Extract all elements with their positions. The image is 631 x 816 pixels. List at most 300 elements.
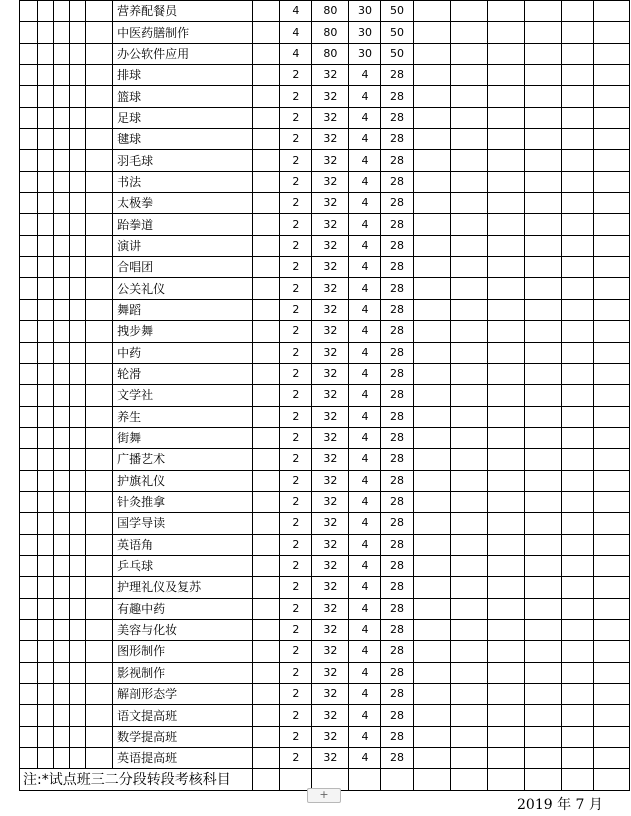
- course-name-cell[interactable]: 影视制作: [113, 662, 253, 683]
- total-hours-cell[interactable]: 32: [312, 342, 349, 363]
- empty-cell[interactable]: [253, 619, 280, 640]
- theory-hours-cell[interactable]: 4: [349, 342, 381, 363]
- empty-cell[interactable]: [54, 641, 70, 662]
- empty-cell[interactable]: [413, 65, 450, 86]
- empty-cell[interactable]: [487, 406, 524, 427]
- course-name-cell[interactable]: 跆拳道: [113, 214, 253, 235]
- empty-cell[interactable]: [524, 321, 561, 342]
- empty-cell[interactable]: [70, 363, 86, 384]
- practice-hours-cell[interactable]: 28: [381, 705, 413, 726]
- empty-cell[interactable]: [86, 406, 113, 427]
- empty-cell[interactable]: [487, 22, 524, 43]
- empty-cell[interactable]: [413, 684, 450, 705]
- empty-cell[interactable]: [86, 534, 113, 555]
- empty-cell[interactable]: [593, 107, 629, 128]
- empty-cell[interactable]: [450, 278, 487, 299]
- total-hours-cell[interactable]: 32: [312, 363, 349, 384]
- empty-cell[interactable]: [450, 65, 487, 86]
- course-name-cell[interactable]: 排球: [113, 65, 253, 86]
- practice-hours-cell[interactable]: 28: [381, 726, 413, 747]
- credits-cell[interactable]: 2: [280, 65, 312, 86]
- empty-cell[interactable]: [450, 129, 487, 150]
- empty-cell[interactable]: [54, 299, 70, 320]
- empty-cell[interactable]: [487, 129, 524, 150]
- credits-cell[interactable]: 2: [280, 406, 312, 427]
- empty-cell[interactable]: [86, 107, 113, 128]
- course-name-cell[interactable]: 轮滑: [113, 363, 253, 384]
- empty-cell[interactable]: [593, 257, 629, 278]
- empty-cell[interactable]: [253, 22, 280, 43]
- theory-hours-cell[interactable]: 4: [349, 65, 381, 86]
- empty-cell[interactable]: [20, 598, 38, 619]
- course-name-cell[interactable]: 图形制作: [113, 641, 253, 662]
- empty-cell[interactable]: [38, 1, 54, 22]
- empty-cell[interactable]: [86, 619, 113, 640]
- theory-hours-cell[interactable]: 4: [349, 748, 381, 769]
- empty-cell[interactable]: [253, 65, 280, 86]
- empty-cell[interactable]: [253, 470, 280, 491]
- theory-hours-cell[interactable]: 4: [349, 449, 381, 470]
- empty-cell[interactable]: [54, 449, 70, 470]
- practice-hours-cell[interactable]: 28: [381, 598, 413, 619]
- empty-cell[interactable]: [20, 385, 38, 406]
- theory-hours-cell[interactable]: 4: [349, 555, 381, 576]
- empty-cell[interactable]: [450, 470, 487, 491]
- empty-cell[interactable]: [20, 65, 38, 86]
- empty-cell[interactable]: [524, 769, 561, 790]
- course-name-cell[interactable]: 拽步舞: [113, 321, 253, 342]
- theory-hours-cell[interactable]: 4: [349, 214, 381, 235]
- empty-cell[interactable]: [54, 65, 70, 86]
- empty-cell[interactable]: [524, 555, 561, 576]
- empty-cell[interactable]: [561, 171, 593, 192]
- empty-cell[interactable]: [86, 278, 113, 299]
- empty-cell[interactable]: [86, 193, 113, 214]
- empty-cell[interactable]: [413, 1, 450, 22]
- total-hours-cell[interactable]: 32: [312, 684, 349, 705]
- empty-cell[interactable]: [561, 299, 593, 320]
- practice-hours-cell[interactable]: 28: [381, 662, 413, 683]
- total-hours-cell[interactable]: 32: [312, 193, 349, 214]
- empty-cell[interactable]: [524, 662, 561, 683]
- empty-cell[interactable]: [38, 385, 54, 406]
- empty-cell[interactable]: [450, 705, 487, 726]
- total-hours-cell[interactable]: 32: [312, 534, 349, 555]
- course-name-cell[interactable]: 足球: [113, 107, 253, 128]
- empty-cell[interactable]: [20, 363, 38, 384]
- empty-cell[interactable]: [86, 598, 113, 619]
- empty-cell[interactable]: [413, 107, 450, 128]
- credits-cell[interactable]: 2: [280, 513, 312, 534]
- empty-cell[interactable]: [70, 748, 86, 769]
- credits-cell[interactable]: 2: [280, 257, 312, 278]
- empty-cell[interactable]: [593, 555, 629, 576]
- empty-cell[interactable]: [561, 150, 593, 171]
- empty-cell[interactable]: [487, 513, 524, 534]
- credits-cell[interactable]: 2: [280, 299, 312, 320]
- credits-cell[interactable]: 4: [280, 43, 312, 64]
- empty-cell[interactable]: [593, 641, 629, 662]
- empty-cell[interactable]: [54, 491, 70, 512]
- theory-hours-cell[interactable]: 4: [349, 150, 381, 171]
- course-name-cell[interactable]: 太极拳: [113, 193, 253, 214]
- total-hours-cell[interactable]: 32: [312, 129, 349, 150]
- credits-cell[interactable]: 2: [280, 107, 312, 128]
- empty-cell[interactable]: [413, 470, 450, 491]
- empty-cell[interactable]: [487, 1, 524, 22]
- empty-cell[interactable]: [561, 86, 593, 107]
- empty-cell[interactable]: [487, 769, 524, 790]
- course-name-cell[interactable]: 中药: [113, 342, 253, 363]
- empty-cell[interactable]: [413, 257, 450, 278]
- empty-cell[interactable]: [487, 491, 524, 512]
- empty-cell[interactable]: [561, 363, 593, 384]
- empty-cell[interactable]: [54, 385, 70, 406]
- theory-hours-cell[interactable]: 30: [349, 22, 381, 43]
- empty-cell[interactable]: [253, 641, 280, 662]
- theory-hours-cell[interactable]: 4: [349, 278, 381, 299]
- empty-cell[interactable]: [413, 491, 450, 512]
- empty-cell[interactable]: [86, 491, 113, 512]
- empty-cell[interactable]: [561, 278, 593, 299]
- empty-cell[interactable]: [487, 235, 524, 256]
- empty-cell[interactable]: [450, 107, 487, 128]
- credits-cell[interactable]: 2: [280, 235, 312, 256]
- empty-cell[interactable]: [70, 107, 86, 128]
- practice-hours-cell[interactable]: 28: [381, 193, 413, 214]
- empty-cell[interactable]: [524, 22, 561, 43]
- practice-hours-cell[interactable]: 28: [381, 257, 413, 278]
- empty-cell[interactable]: [450, 22, 487, 43]
- empty-cell[interactable]: [38, 427, 54, 448]
- empty-cell[interactable]: [561, 641, 593, 662]
- empty-cell[interactable]: [593, 598, 629, 619]
- empty-cell[interactable]: [70, 22, 86, 43]
- empty-cell[interactable]: [561, 321, 593, 342]
- empty-cell[interactable]: [487, 662, 524, 683]
- empty-cell[interactable]: [253, 491, 280, 512]
- practice-hours-cell[interactable]: 28: [381, 577, 413, 598]
- course-name-cell[interactable]: 有趣中药: [113, 598, 253, 619]
- total-hours-cell[interactable]: 32: [312, 470, 349, 491]
- empty-cell[interactable]: [561, 555, 593, 576]
- empty-cell[interactable]: [86, 86, 113, 107]
- empty-cell[interactable]: [450, 43, 487, 64]
- credits-cell[interactable]: 2: [280, 619, 312, 640]
- empty-cell[interactable]: [86, 470, 113, 491]
- empty-cell[interactable]: [593, 278, 629, 299]
- practice-hours-cell[interactable]: 28: [381, 684, 413, 705]
- empty-cell[interactable]: [38, 342, 54, 363]
- empty-cell[interactable]: [86, 65, 113, 86]
- course-name-cell[interactable]: 解剖形态学: [113, 684, 253, 705]
- empty-cell[interactable]: [524, 235, 561, 256]
- practice-hours-cell[interactable]: 28: [381, 470, 413, 491]
- empty-cell[interactable]: [524, 726, 561, 747]
- empty-cell[interactable]: [20, 555, 38, 576]
- total-hours-cell[interactable]: 80: [312, 22, 349, 43]
- empty-cell[interactable]: [86, 129, 113, 150]
- empty-cell[interactable]: [253, 726, 280, 747]
- empty-cell[interactable]: [70, 534, 86, 555]
- empty-cell[interactable]: [70, 150, 86, 171]
- empty-cell[interactable]: [593, 427, 629, 448]
- empty-cell[interactable]: [54, 619, 70, 640]
- empty-cell[interactable]: [253, 705, 280, 726]
- empty-cell[interactable]: [593, 43, 629, 64]
- empty-cell[interactable]: [86, 427, 113, 448]
- empty-cell[interactable]: [38, 555, 54, 576]
- empty-cell[interactable]: [70, 705, 86, 726]
- empty-cell[interactable]: [593, 684, 629, 705]
- empty-cell[interactable]: [20, 171, 38, 192]
- theory-hours-cell[interactable]: 4: [349, 86, 381, 107]
- empty-cell[interactable]: [38, 534, 54, 555]
- course-name-cell[interactable]: 养生: [113, 406, 253, 427]
- empty-cell[interactable]: [561, 65, 593, 86]
- empty-cell[interactable]: [86, 342, 113, 363]
- empty-cell[interactable]: [54, 257, 70, 278]
- empty-cell[interactable]: [70, 342, 86, 363]
- empty-cell[interactable]: [20, 427, 38, 448]
- empty-cell[interactable]: [54, 129, 70, 150]
- empty-cell[interactable]: [450, 748, 487, 769]
- empty-cell[interactable]: [487, 427, 524, 448]
- empty-cell[interactable]: [70, 235, 86, 256]
- course-name-cell[interactable]: 演讲: [113, 235, 253, 256]
- empty-cell[interactable]: [450, 598, 487, 619]
- empty-cell[interactable]: [70, 385, 86, 406]
- empty-cell[interactable]: [86, 385, 113, 406]
- empty-cell[interactable]: [253, 214, 280, 235]
- empty-cell[interactable]: [593, 235, 629, 256]
- empty-cell[interactable]: [70, 65, 86, 86]
- empty-cell[interactable]: [54, 726, 70, 747]
- course-name-cell[interactable]: 英语角: [113, 534, 253, 555]
- empty-cell[interactable]: [593, 491, 629, 512]
- credits-cell[interactable]: 2: [280, 726, 312, 747]
- practice-hours-cell[interactable]: 28: [381, 427, 413, 448]
- empty-cell[interactable]: [253, 598, 280, 619]
- empty-cell[interactable]: [253, 769, 280, 790]
- practice-hours-cell[interactable]: 28: [381, 513, 413, 534]
- empty-cell[interactable]: [38, 705, 54, 726]
- empty-cell[interactable]: [524, 385, 561, 406]
- empty-cell[interactable]: [20, 342, 38, 363]
- empty-cell[interactable]: [54, 86, 70, 107]
- practice-hours-cell[interactable]: 28: [381, 65, 413, 86]
- empty-cell[interactable]: [413, 427, 450, 448]
- empty-cell[interactable]: [524, 684, 561, 705]
- empty-cell[interactable]: [38, 22, 54, 43]
- empty-cell[interactable]: [524, 705, 561, 726]
- empty-cell[interactable]: [38, 43, 54, 64]
- course-name-cell[interactable]: 舞蹈: [113, 299, 253, 320]
- empty-cell[interactable]: [524, 363, 561, 384]
- empty-cell[interactable]: [524, 107, 561, 128]
- empty-cell[interactable]: [20, 107, 38, 128]
- empty-cell[interactable]: [38, 406, 54, 427]
- empty-cell[interactable]: [593, 22, 629, 43]
- empty-cell[interactable]: [561, 449, 593, 470]
- empty-cell[interactable]: [450, 427, 487, 448]
- empty-cell[interactable]: [413, 214, 450, 235]
- practice-hours-cell[interactable]: 28: [381, 299, 413, 320]
- empty-cell[interactable]: [487, 470, 524, 491]
- empty-cell[interactable]: [593, 363, 629, 384]
- total-hours-cell[interactable]: 32: [312, 235, 349, 256]
- empty-cell[interactable]: [524, 65, 561, 86]
- empty-cell[interactable]: [524, 619, 561, 640]
- empty-cell[interactable]: [20, 726, 38, 747]
- empty-cell[interactable]: [487, 363, 524, 384]
- empty-cell[interactable]: [561, 427, 593, 448]
- empty-cell[interactable]: [70, 1, 86, 22]
- empty-cell[interactable]: [593, 65, 629, 86]
- empty-cell[interactable]: [413, 449, 450, 470]
- practice-hours-cell[interactable]: 28: [381, 129, 413, 150]
- empty-cell[interactable]: [54, 107, 70, 128]
- empty-cell[interactable]: [253, 1, 280, 22]
- practice-hours-cell[interactable]: 28: [381, 534, 413, 555]
- total-hours-cell[interactable]: 32: [312, 107, 349, 128]
- empty-cell[interactable]: [349, 769, 381, 790]
- empty-cell[interactable]: [54, 22, 70, 43]
- empty-cell[interactable]: [253, 363, 280, 384]
- total-hours-cell[interactable]: 32: [312, 641, 349, 662]
- empty-cell[interactable]: [413, 726, 450, 747]
- empty-cell[interactable]: [54, 406, 70, 427]
- empty-cell[interactable]: [450, 321, 487, 342]
- empty-cell[interactable]: [524, 150, 561, 171]
- empty-cell[interactable]: [487, 385, 524, 406]
- empty-cell[interactable]: [413, 129, 450, 150]
- empty-cell[interactable]: [20, 321, 38, 342]
- empty-cell[interactable]: [524, 43, 561, 64]
- empty-cell[interactable]: [86, 662, 113, 683]
- empty-cell[interactable]: [561, 705, 593, 726]
- empty-cell[interactable]: [450, 662, 487, 683]
- empty-cell[interactable]: [593, 534, 629, 555]
- empty-cell[interactable]: [413, 363, 450, 384]
- empty-cell[interactable]: [413, 577, 450, 598]
- empty-cell[interactable]: [20, 214, 38, 235]
- practice-hours-cell[interactable]: 28: [381, 278, 413, 299]
- empty-cell[interactable]: [524, 1, 561, 22]
- empty-cell[interactable]: [413, 171, 450, 192]
- total-hours-cell[interactable]: 32: [312, 278, 349, 299]
- empty-cell[interactable]: [561, 748, 593, 769]
- empty-cell[interactable]: [561, 726, 593, 747]
- empty-cell[interactable]: [253, 321, 280, 342]
- empty-cell[interactable]: [253, 278, 280, 299]
- credits-cell[interactable]: 2: [280, 555, 312, 576]
- empty-cell[interactable]: [487, 598, 524, 619]
- empty-cell[interactable]: [593, 726, 629, 747]
- empty-cell[interactable]: [381, 769, 413, 790]
- practice-hours-cell[interactable]: 28: [381, 555, 413, 576]
- empty-cell[interactable]: [487, 299, 524, 320]
- empty-cell[interactable]: [38, 491, 54, 512]
- empty-cell[interactable]: [54, 321, 70, 342]
- empty-cell[interactable]: [38, 449, 54, 470]
- empty-cell[interactable]: [70, 129, 86, 150]
- empty-cell[interactable]: [413, 22, 450, 43]
- credits-cell[interactable]: 2: [280, 684, 312, 705]
- empty-cell[interactable]: [524, 278, 561, 299]
- empty-cell[interactable]: [253, 534, 280, 555]
- empty-cell[interactable]: [561, 129, 593, 150]
- empty-cell[interactable]: [524, 534, 561, 555]
- empty-cell[interactable]: [70, 684, 86, 705]
- total-hours-cell[interactable]: 32: [312, 598, 349, 619]
- empty-cell[interactable]: [20, 406, 38, 427]
- empty-cell[interactable]: [54, 214, 70, 235]
- empty-cell[interactable]: [38, 684, 54, 705]
- course-name-cell[interactable]: 羽毛球: [113, 150, 253, 171]
- empty-cell[interactable]: [487, 214, 524, 235]
- empty-cell[interactable]: [450, 406, 487, 427]
- empty-cell[interactable]: [54, 193, 70, 214]
- practice-hours-cell[interactable]: 28: [381, 214, 413, 235]
- credits-cell[interactable]: 2: [280, 214, 312, 235]
- empty-cell[interactable]: [20, 641, 38, 662]
- credits-cell[interactable]: 2: [280, 534, 312, 555]
- course-name-cell[interactable]: 护旗礼仪: [113, 470, 253, 491]
- course-name-cell[interactable]: 书法: [113, 171, 253, 192]
- course-name-cell[interactable]: 英语提高班: [113, 748, 253, 769]
- empty-cell[interactable]: [253, 342, 280, 363]
- course-name-cell[interactable]: 护理礼仪及复苏: [113, 577, 253, 598]
- empty-cell[interactable]: [450, 491, 487, 512]
- empty-cell[interactable]: [253, 43, 280, 64]
- empty-cell[interactable]: [561, 22, 593, 43]
- empty-cell[interactable]: [524, 449, 561, 470]
- empty-cell[interactable]: [86, 150, 113, 171]
- empty-cell[interactable]: [38, 363, 54, 384]
- empty-cell[interactable]: [450, 619, 487, 640]
- empty-cell[interactable]: [413, 748, 450, 769]
- theory-hours-cell[interactable]: 4: [349, 257, 381, 278]
- empty-cell[interactable]: [86, 214, 113, 235]
- empty-cell[interactable]: [561, 342, 593, 363]
- empty-cell[interactable]: [70, 427, 86, 448]
- empty-cell[interactable]: [70, 321, 86, 342]
- empty-cell[interactable]: [413, 43, 450, 64]
- empty-cell[interactable]: [450, 684, 487, 705]
- empty-cell[interactable]: [86, 363, 113, 384]
- empty-cell[interactable]: [593, 299, 629, 320]
- empty-cell[interactable]: [70, 577, 86, 598]
- empty-cell[interactable]: [54, 513, 70, 534]
- empty-cell[interactable]: [487, 43, 524, 64]
- empty-cell[interactable]: [561, 577, 593, 598]
- empty-cell[interactable]: [561, 513, 593, 534]
- practice-hours-cell[interactable]: 28: [381, 342, 413, 363]
- empty-cell[interactable]: [253, 150, 280, 171]
- empty-cell[interactable]: [86, 299, 113, 320]
- empty-cell[interactable]: [524, 406, 561, 427]
- empty-cell[interactable]: [561, 769, 593, 790]
- empty-cell[interactable]: [54, 705, 70, 726]
- empty-cell[interactable]: [413, 662, 450, 683]
- empty-cell[interactable]: [487, 619, 524, 640]
- empty-cell[interactable]: [38, 86, 54, 107]
- theory-hours-cell[interactable]: 4: [349, 684, 381, 705]
- theory-hours-cell[interactable]: 4: [349, 235, 381, 256]
- theory-hours-cell[interactable]: 4: [349, 129, 381, 150]
- empty-cell[interactable]: [20, 43, 38, 64]
